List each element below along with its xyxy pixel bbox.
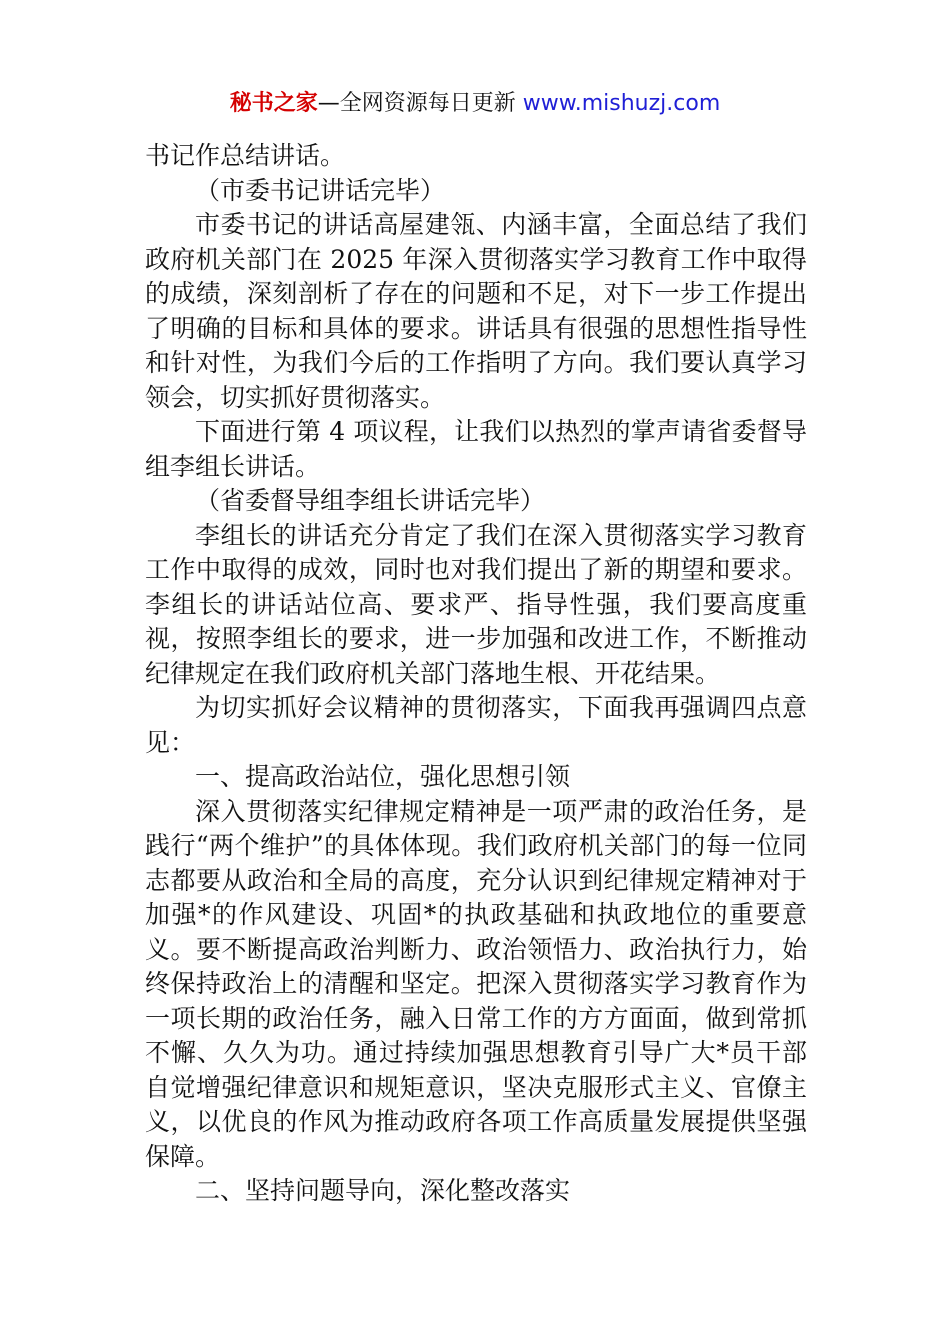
section-heading: 二、坚持问题导向，深化整改落实 [195,1176,571,1205]
paragraph: 深入贯彻落实纪律规定精神是一项严肃的政治任务，是践行“两个维护”的具体体现。我们政府机关部门的每一位同志都要从政治和全局的高度，充分认识到纪律规定精神对于加强*的作风建设、巩固*的执政基础和执政地位的重要意义。要不断提高政治判断力、政治领悟力、政治执行力，始终保持政治上的清醒和坚定。把深入贯彻落实学习教育作为一项长期的政治任务，融入日常工作的方方面面，做到常抓不懈、久久为功。通过持续加强思想教育引导广大*员干部自觉增强纪律意识和规矩意识，坚决克服形式主义、官僚主义，以优良的作风为推动政府各项工作高质量发展提供坚强保障。 [145,796,807,1171]
site-tagline: —全网资源每日更新 [317,91,523,116]
paragraph: 李组长的讲话充分肯定了我们在深入贯彻落实学习教育工作中取得的成效，同时也对我们提出了新的期望和要求。李组长的讲话站位高、要求严、指导性强，我们要高度重视，按照李组长的要求，进一步加强和改进工作，不断推动纪律规定在我们政府机关部门落地生根、开花结果。 [145,520,807,688]
section-heading: 一、提高政治站位，强化思想引领 [195,762,571,791]
paragraph: 书记作总结讲话。 [145,141,346,170]
paragraph: 市委书记的讲话高屋建瓴、内涵丰富，全面总结了我们政府机关部门在 2025 年深入贯彻落实学习教育工作中取得的成绩，深刻剖析了存在的问题和不足，对下一步工作提出了明确的目标和具体的要求。讲话具有很强的思想性指导性和针对性，为我们今后的工作指明了方向。我们要认真学习领会，切实抓好贯彻落实。 [145,210,807,412]
site-header [0,86,950,122]
site-brand: 秘书之家 [229,91,318,116]
paragraph: 下面进行第 4 项议程，让我们以热烈的掌声请省委督导组李组长讲话。 [145,417,807,481]
site-url-link[interactable]: www.mishuzj.com [522,91,721,116]
stage-direction: （省委督导组李组长讲话完毕） [195,486,546,515]
document-body [145,139,807,1209]
paragraph: 为切实抓好会议精神的贯彻落实，下面我再强调四点意见： [145,693,807,757]
stage-direction: （市委书记讲话完毕） [195,175,446,205]
